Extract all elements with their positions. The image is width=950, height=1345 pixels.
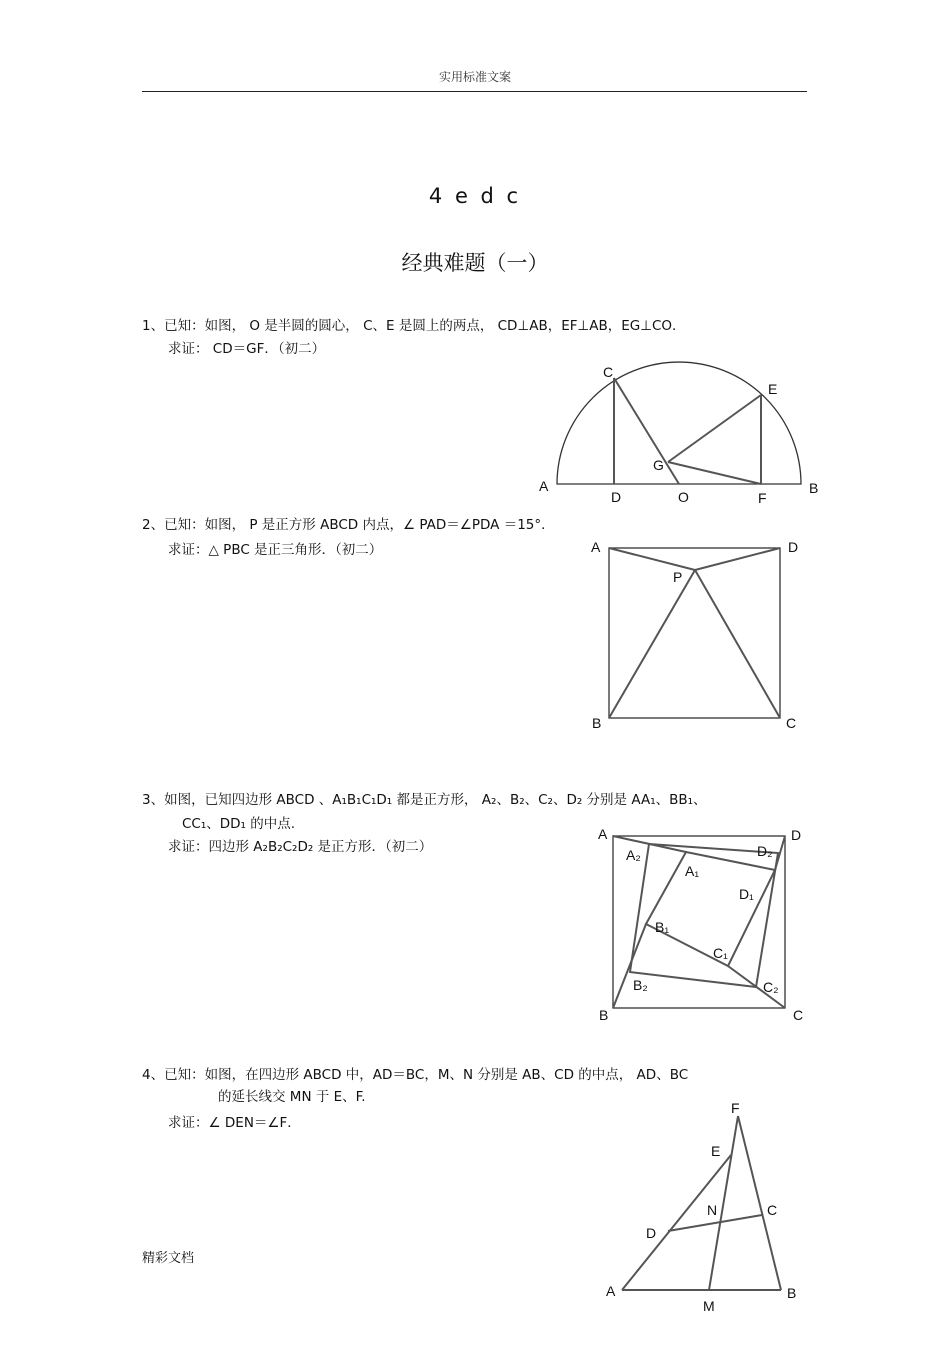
label-A: A: [598, 826, 608, 842]
label-P: P: [673, 569, 683, 585]
label-G: G: [653, 457, 664, 473]
problem-2-statement: 2、已知：如图， P 是正方形 ABCD 内点，∠ PAD＝∠PDA ＝15°．: [142, 517, 555, 533]
label-A: A: [539, 478, 549, 494]
label-B: B: [599, 1007, 609, 1023]
label-C1: C₁: [713, 945, 728, 961]
page-title: 4 e d c: [428, 184, 522, 208]
label-C2: C₂: [763, 979, 779, 995]
label-C: C: [767, 1202, 778, 1218]
label-B: B: [787, 1285, 797, 1301]
label-D: D: [646, 1225, 657, 1241]
problem-1-goal: 求证： CD＝GF．（初二）: [168, 341, 326, 357]
label-N: N: [707, 1202, 718, 1218]
problem-3-statement: 3、如图，已知四边形 ABCD 、A₁B₁C₁D₁ 都是正方形， A₂、B₂、C₂、D₂ 分别是 AA₁、BB₁、: [142, 792, 707, 808]
label-A: A: [591, 539, 601, 555]
label-A1: A₁: [685, 863, 700, 879]
label-M: M: [703, 1298, 715, 1314]
header-rule: [142, 91, 807, 92]
label-C: C: [603, 364, 614, 380]
label-F: F: [731, 1100, 740, 1116]
label-A2: A₂: [626, 847, 641, 863]
problem-3-statement-cont: CC₁、DD₁ 的中点.: [182, 816, 296, 832]
label-B1: B₁: [655, 919, 670, 935]
label-E: E: [768, 381, 778, 397]
label-D: D: [788, 539, 799, 555]
figure-square-p: [585, 535, 805, 735]
problem-3-goal: 求证：四边形 A₂B₂C₂D₂ 是正方形．（初二）: [168, 839, 433, 855]
label-D: D: [791, 827, 802, 843]
label-D: D: [611, 489, 622, 505]
problem-1-statement: 1、已知：如图， O 是半圆的圆心， C、E 是圆上的两点， CD⊥AB，EF⊥AB，EG⊥CO．: [142, 318, 686, 334]
problem-2-goal: 求证：△ PBC 是正三角形．（初二）: [168, 542, 383, 558]
label-D2: D₂: [757, 843, 773, 859]
label-O: O: [678, 489, 689, 505]
label-F: F: [758, 490, 767, 506]
section-title: 经典难题（一）: [401, 251, 549, 275]
label-B: B: [592, 715, 602, 731]
label-E: E: [711, 1143, 721, 1159]
label-D1: D₁: [739, 886, 754, 902]
label-C: C: [793, 1007, 804, 1023]
problem-4-statement-cont: 的延长线交 MN 于 E、F.: [218, 1089, 366, 1105]
label-B: B: [809, 480, 819, 496]
problem-4-statement: 4、已知：如图，在四边形 ABCD 中，AD＝BC，M、N 分别是 AB、CD 的中点， AD、BC: [142, 1067, 689, 1083]
figure-quadrilateral-midpoints: [595, 1095, 810, 1315]
figure-semicircle: [530, 360, 830, 510]
figure-two-squares: [590, 822, 810, 1027]
label-B2: B₂: [633, 977, 648, 993]
page-header: 实用标准文案: [438, 70, 511, 84]
problem-4-goal: 求证：∠ DEN＝∠F．: [168, 1115, 301, 1131]
label-A: A: [606, 1283, 616, 1299]
label-C: C: [786, 715, 797, 731]
page-footer: 精彩文档: [142, 1251, 195, 1266]
